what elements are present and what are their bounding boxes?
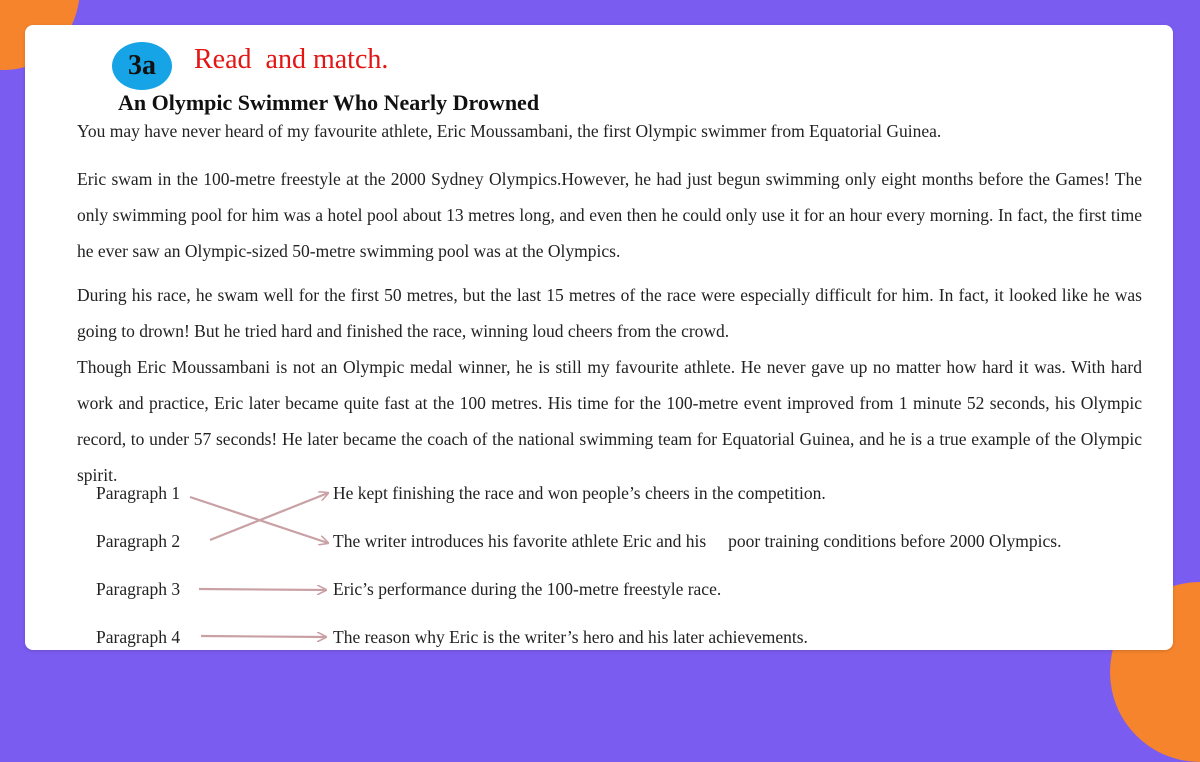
article-title: An Olympic Swimmer Who Nearly Drowned [118,90,540,115]
match-description-1: He kept finishing the race and won people’s cheers in the competition. [333,483,826,503]
paragraph-4: Though Eric Moussambani is not an Olympic medal winner, he is still my favourite athlete. He never gave up no matter how hard it was. With hard work and practice, Eric later became quite fast at the 100 metres. His time for the 100-metre event improved from 1 minute 52 seconds, his Olympic record, to under 57 seconds! He later became the coach of the national swimming team for Equatorial Guinea, and he is a true example of the Olympic spirit. [77,357,1142,485]
paragraph-2: Eric swam in the 100-metre freestyle at the 2000 Sydney Olympics.However, he had just begun swimming only eight months before the Games! The only swimming pool for him was a hotel pool about 13 metres long, and even then he could only use it for an hour every morning. In fact, the first time he ever saw an Olympic-sized 50-metre swimming pool was at the Olympics. [77,169,1142,261]
paragraph-3: During his race, he swam well for the first 50 metres, but the last 15 metres of the race were especially difficult for him. In fact, it looked like he was going to drown! But he tried hard and finished the race, winning loud cheers from the crowd. [77,285,1142,341]
match-label-4: Paragraph 4 [96,627,181,647]
match-label-2: Paragraph 2 [96,531,181,551]
instruction-text: Read and match. [194,44,389,75]
match-description-3: Eric’s performance during the 100-metre freestyle race. [333,579,722,599]
match-label-1: Paragraph 1 [96,483,181,503]
paragraph-1: You may have never heard of my favourite athlete, Eric Moussambani, the first Olympic swimmer from Equatorial Guinea. [77,121,942,141]
section-badge: 3a [112,42,172,90]
match-description-4: The reason why Eric is the writer’s hero and his later achievements. [333,627,808,647]
match-label-3: Paragraph 3 [96,579,181,599]
match-description-2: The writer introduces his favorite athlete Eric and his poor training conditions before 2000 Olympics. [333,531,1062,551]
